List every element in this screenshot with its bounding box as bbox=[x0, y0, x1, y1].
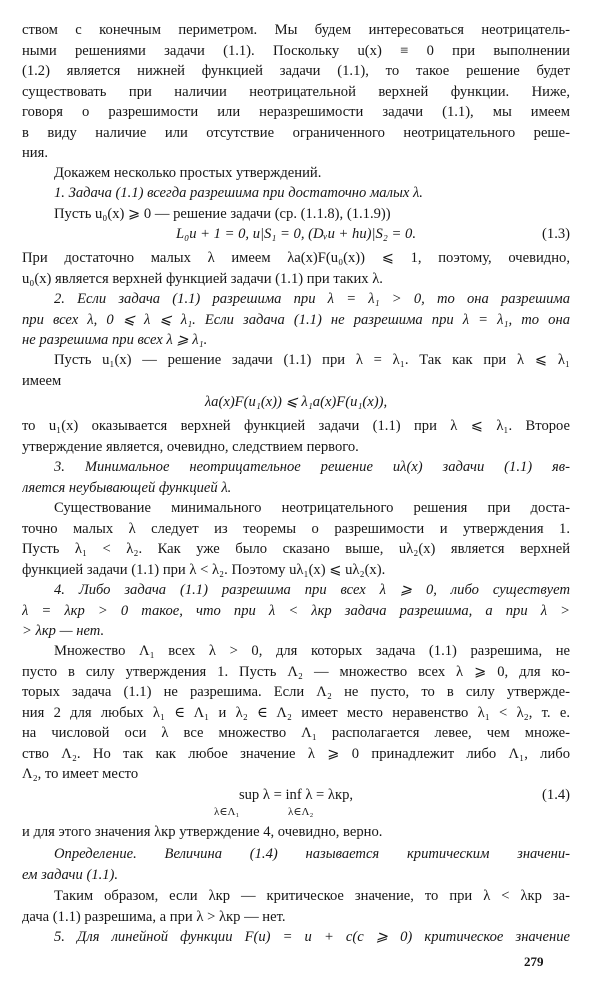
text-line: u₀(x) является верхней функцией задачи (1.1) при таких λ. bbox=[22, 270, 383, 287]
text-line: существовать при наличии неотрицательной верхней функции. Ниже, bbox=[22, 83, 570, 100]
text-line: ными решениями задачи (1.1). Поскольку u(x) ≡ 0 при выполнении bbox=[22, 42, 570, 59]
statement-1 bbox=[22, 183, 570, 224]
statement-text: > λкр — нет. bbox=[22, 623, 105, 639]
equation-sub-left: λ∈Λ₁ bbox=[214, 806, 240, 818]
definition bbox=[22, 844, 570, 885]
statement-text: 4. Либо задача (1.1) разрешима при всех λ ⩾ 0, либо существует bbox=[54, 582, 570, 598]
text-line: функцией задачи (1.1) при λ < λ₂. Поэтому uλ₁(x) ⩽ uλ₂(x). bbox=[22, 561, 386, 578]
text-line: Докажем несколько простых утверждений. bbox=[54, 165, 322, 181]
paragraph-proof-2 bbox=[22, 350, 570, 391]
statement-text: 5. Для линейной функции F(u) = u + c(c ⩾ 0) критическое значение bbox=[54, 929, 570, 945]
paragraph-proof-1 bbox=[22, 248, 570, 289]
equation-number: (1.4) bbox=[542, 787, 570, 803]
statement-text: 2. Если задача (1.1) разрешима при λ = λ₁ > 0, то она разрешима bbox=[54, 291, 570, 307]
text-line: ния. bbox=[22, 145, 48, 161]
equation-body: sup λ = inf λ = λкр, bbox=[238, 787, 354, 803]
statement-5 bbox=[22, 927, 570, 947]
statement-3 bbox=[22, 457, 570, 498]
statement-text: при всех λ, 0 ⩽ λ ⩽ λ₁. Если задача (1.1) не разрешима при λ = λ₁, то она bbox=[22, 311, 570, 328]
statement-4 bbox=[22, 580, 570, 642]
text-line: в виду наличие или отсутствие ограниченного неотрицательного реше- bbox=[22, 124, 570, 141]
text-line: Существование минимального неотрицательного решения при доста- bbox=[54, 500, 570, 516]
text-line: (1.2) является нижней функцией задачи (1.1), то такое решение будет bbox=[22, 63, 570, 79]
text-line: точно малых λ следует из теоремы о разрешимости и утверждения 1. bbox=[22, 520, 570, 537]
paragraph-proof-2-end bbox=[22, 416, 570, 457]
paragraph-proof-4 bbox=[22, 641, 570, 785]
text-line: говоря о разрешимости или неразрешимости задачи (1.1), мы имеем bbox=[22, 104, 570, 120]
text-line: то u₁(x) оказывается верхней функцией задачи (1.1) при λ ⩽ λ₁. Второе bbox=[22, 418, 570, 434]
text-line: торых задача (1.1) не разрешима. Если Λ₂ не пусто, то в силу утвержде- bbox=[22, 684, 570, 700]
text-line: Λ₂, то имеет место bbox=[22, 766, 139, 782]
statement-text: ляется неубывающей функцией λ. bbox=[22, 479, 232, 496]
text-line: ния 2 для любых λ₁ ∈ Λ₁ и λ₂ ∈ Λ₂ имеет место неравенство λ₁ < λ₂, т. е. bbox=[22, 704, 570, 721]
equation-1-4 bbox=[22, 785, 570, 807]
text-line: утверждение является, очевидно, следствием первого. bbox=[22, 438, 359, 455]
text-line: пусто в силу утверждения 1. Пусть Λ₂ — множество всех λ ⩾ 0, для ко- bbox=[22, 663, 570, 680]
text-line: Таким образом, если λкр — критическое значение, то при λ < λкр за- bbox=[54, 888, 570, 904]
text-line: ством с конечным периметром. Мы будем интересоваться неотрицатель- bbox=[22, 22, 570, 38]
equation-body: L₀u + 1 = 0, u|S₁ = 0, (Dᵥu + hu)|S₂ = 0. bbox=[176, 226, 416, 242]
text-line: имеем bbox=[22, 372, 62, 389]
equation-1-3 bbox=[22, 224, 570, 246]
definition-text: Определение. Величина (1.4) называется критическим значени- bbox=[54, 846, 570, 862]
text-line: и для этого значения λкр утверждение 4, очевидно, верно. bbox=[22, 824, 383, 840]
text-line: дача (1.1) разрешима, а при λ > λкр — нет. bbox=[22, 908, 286, 925]
statement-text: λ = λкр > 0 такое, что при λ < λкр задача разрешима, а при λ > bbox=[22, 602, 570, 619]
paragraph-summary bbox=[22, 886, 570, 927]
equation-body: λa(x)F(u₁(x)) ⩽ λ₁a(x)F(u₁(x)), bbox=[204, 394, 388, 410]
text-line: Пусть u₁(x) — решение задачи (1.1) при λ = λ₁. Так как при λ ⩽ λ₁ bbox=[54, 352, 570, 368]
statement-text: 1. Задача (1.1) всегда разрешима при достаточно малых λ. bbox=[54, 185, 423, 201]
equation-inequality bbox=[22, 392, 570, 414]
text-line: ство Λ₂. Но так как любое значение λ ⩾ 0 принадлежит либо Λ₁, либо bbox=[22, 745, 570, 762]
text-line: Множество Λ₁ всех λ > 0, для которых задача (1.1) разрешима, не bbox=[54, 643, 570, 659]
definition-text: ем задачи (1.1). bbox=[22, 866, 119, 883]
statement-text: не разрешима при всех λ ⩾ λ₁. bbox=[22, 332, 208, 348]
equation-sub-right: λ∈Λ₂ bbox=[288, 806, 314, 818]
statement-2 bbox=[22, 289, 570, 351]
statement-text: 3. Минимальное неотрицательное решение uλ(x) задачи (1.1) яв- bbox=[54, 459, 570, 475]
text-line: При достаточно малых λ имеем λa(x)F(u₀(x)) ⩽ 1, поэтому, очевидно, bbox=[22, 250, 570, 266]
paragraph-claims-intro bbox=[22, 163, 570, 184]
page-number: 279 bbox=[524, 954, 544, 969]
text-line: Пусть u₀(x) ⩾ 0 — решение задачи (ср. (1.1.8), (1.1.9)) bbox=[54, 205, 391, 222]
paragraph-proof-4-end bbox=[22, 822, 570, 843]
text-line: на числовой оси λ все множество Λ₁ располагается левее, чем множе- bbox=[22, 725, 570, 741]
equation-number: (1.3) bbox=[542, 226, 570, 242]
text-line: Пусть λ₁ < λ₂. Как уже было сказано выше, uλ₂(x) является верхней bbox=[22, 541, 570, 557]
paragraph-proof-3 bbox=[22, 498, 570, 580]
paragraph-intro bbox=[22, 20, 570, 164]
